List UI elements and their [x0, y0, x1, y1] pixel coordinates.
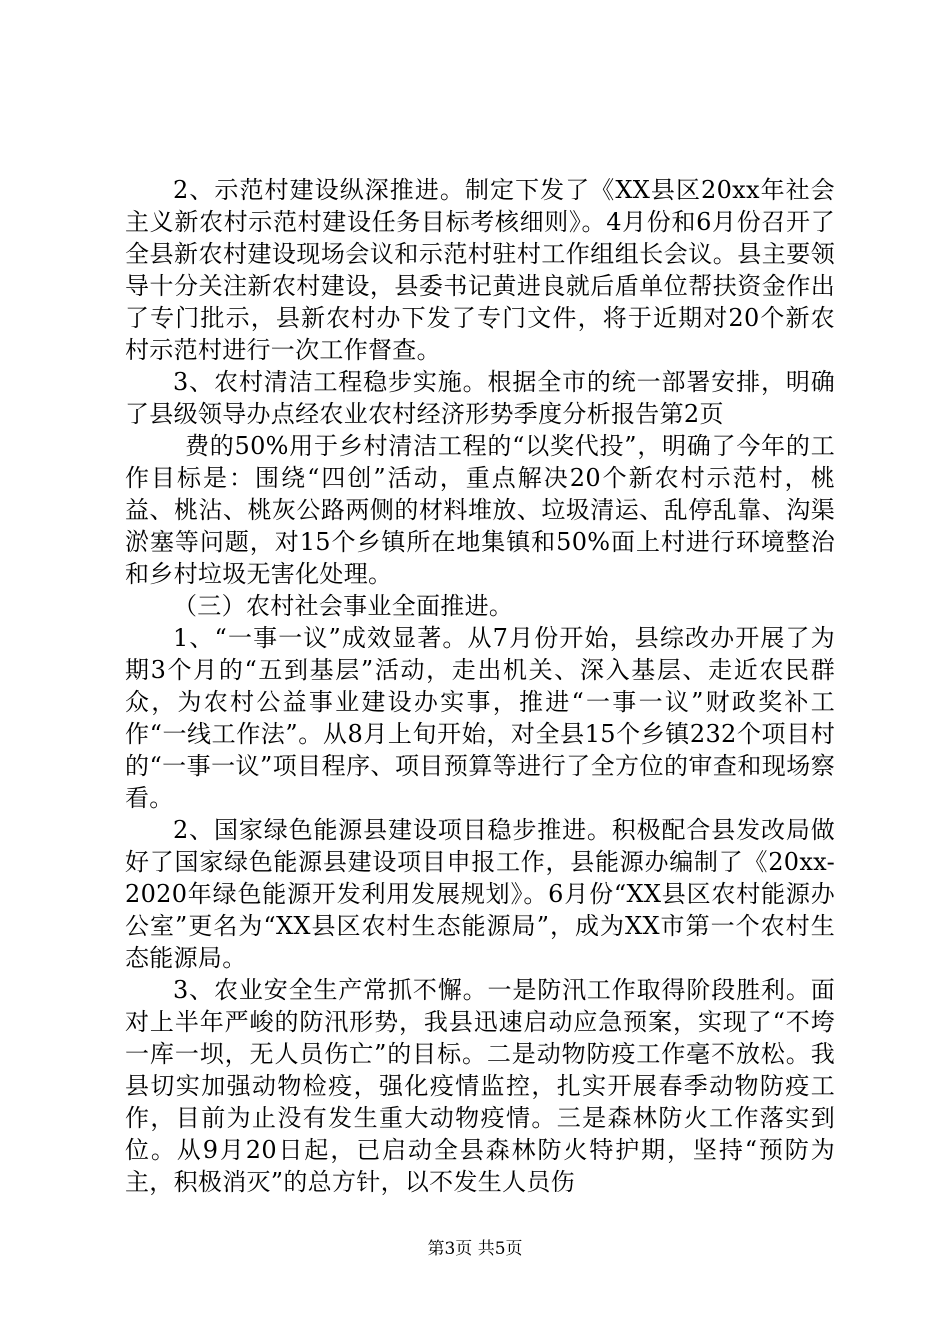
- paragraph-one-matter-one-discussion: 1、“一事一议”成效显著。从7月份开始，县综改办开展了为期3个月的“五到基层”活动，走出机关、深入基层、走近农民群众，为农村公益事业建设办实事，推进“一事一议”财政奖补工作“一线工作法”。从8月上旬开始，对全县15个乡镇232个项目村的“一事一议”项目程序、项目预算等进行了全方位的审查和现场察看。: [125, 624, 835, 812]
- paragraph-agricultural-safety: 3、农业安全生产常抓不懈。一是防汛工作取得阶段胜利。面对上半年严峻的防汛形势，我县迅速启动应急预案，实现了“不垮一库一坝，无人员伤亡”的目标。二是动物防疫工作毫不放松。我县切实加强动物检疫，强化疫情监控，扎实开展春季动物防疫工作，目前为止没有发生重大动物疫情。三是森林防火工作落实到位。从9月20日起，已启动全县森林防火特护期，坚持“预防为主，积极消灭”的总方针，以不发生人员伤: [125, 976, 835, 1196]
- body-text: [125, 174, 835, 1198]
- paragraph-demonstration-villages: 2、示范村建设纵深推进。制定下发了《XX县区20xx年社会主义新农村示范村建设任务目标考核细则》。4月份和6月份召开了全县新农村建设现场会议和示范村驻村工作组组长会议。县主要领导十分关注新农村建设，县委书记黄进良就后盾单位帮扶资金作出了专门批示，县新农村办下发了专门文件，将于近期对20个新农村示范村进行一次工作督查。: [125, 176, 835, 364]
- page-footer: 第3页 共5页: [427, 1239, 523, 1259]
- paragraph-green-energy: 2、国家绿色能源县建设项目稳步推进。积极配合县发改局做好了国家绿色能源县建设项目申报工作，县能源办编制了《20xx-2020年绿色能源开发利用发展规划》。6月份“XX县区农村能源办公室”更名为“XX县区农村生态能源局”，成为XX市第一个农村生态能源局。: [125, 816, 835, 972]
- section-heading-social-affairs: （三）农村社会事业全面推进。: [173, 592, 514, 620]
- paragraph-clean-project: 3、农村清洁工程稳步实施。根据全市的统一部署安排，明确了县级领导办点经农业农村经济形势季度分析报告第2页: [125, 368, 835, 428]
- paragraph-clean-project-continued: 费的50%用于乡村清洁工程的“以奖代投”，明确了今年的工作目标是：围绕“四创”活动，重点解决20个新农村示范村，桃益、桃沾、桃灰公路两侧的材料堆放、垃圾清运、乱停乱靠、沟渠淤塞等问题，对15个乡镇所在地集镇和50%面上村进行环境整治和乡村垃圾无害化处理。: [125, 432, 835, 588]
